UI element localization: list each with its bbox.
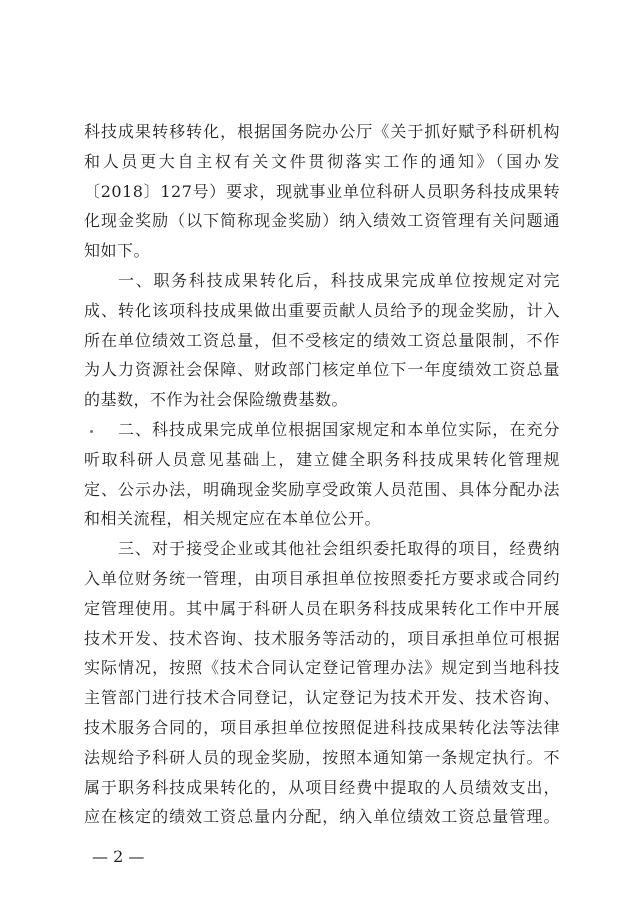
paragraph-line: 和人员更大自主权有关文件贯彻落实工作的通知》（国办发 [84, 151, 560, 171]
paragraph-line: 法规给予科研人员的现金奖励，按照本通知第一条规定执行。不 [84, 747, 560, 767]
paragraph-line: 定管理使用。其中属于科研人员在职务科技成果转化工作中开展 [84, 598, 560, 618]
paragraph-line: 听取科研人员意见基础上，建立健全职务科技成果转化管理规 [84, 449, 560, 469]
paragraph-line: 知如下。 [84, 241, 151, 261]
paragraph-line: 化现金奖励（以下简称现金奖励）纳入绩效工资管理有关问题通 [84, 211, 560, 231]
paragraph-line: 技术开发、技术咨询、技术服务等活动的，项目承担单位可根据 [84, 628, 560, 648]
paragraph-line: 实际情况，按照《技术合同认定登记管理办法》规定到当地科技 [84, 658, 560, 678]
paragraph-line: 属于职务科技成果转化的，从项目经费中提取的人员绩效支出， [84, 777, 560, 797]
paragraph-1-first-line: 一、职务科技成果转化后，科技成果完成单位按规定对完 [118, 271, 560, 290]
paragraph-line: 〔2018〕127号）要求，现就事业单位科研人员职务科技成果转 [84, 181, 560, 201]
scan-mark [90, 430, 93, 433]
paragraph-line: 科技成果转移转化，根据国务院办公厅《关于抓好赋予科研机构 [84, 122, 560, 141]
paragraph-line: 成、转化该项科技成果做出重要贡献人员给予的现金奖励，计入 [84, 300, 560, 320]
page-number: — 2 — [92, 847, 145, 867]
paragraph-2-first-line: 二、科技成果完成单位根据国家规定和本单位实际，在充分 [118, 420, 560, 439]
paragraph-line: 所在单位绩效工资总量，但不受核定的绩效工资总量限制，不作 [84, 330, 560, 350]
paragraph-3-first-line: 三、对于接受企业或其他社会组织委托取得的项目，经费纳 [118, 539, 560, 559]
paragraph-line: 入单位财务统一管理，由项目承担单位按照委托方要求或合同约 [84, 569, 560, 588]
paragraph-line: 为人力资源社会保障、财政部门核定单位下一年度绩效工资总量 [84, 360, 560, 380]
paragraph-line: 和相关流程，相关规定应在本单位公开。 [84, 509, 382, 529]
paragraph-line: 主管部门进行技术合同登记，认定登记为技术开发、技术咨询、 [84, 688, 560, 708]
paragraph-line: 技术服务合同的，项目承担单位按照促进科技成果转化法等法律 [84, 718, 560, 737]
paragraph-line: 的基数，不作为社会保险缴费基数。 [84, 390, 349, 410]
paragraph-line: 定、公示办法，明确现金奖励享受政策人员范围、具体分配办法 [84, 479, 560, 499]
paragraph-line: 应在核定的绩效工资总量内分配，纳入单位绩效工资总量管理。 [84, 807, 560, 827]
